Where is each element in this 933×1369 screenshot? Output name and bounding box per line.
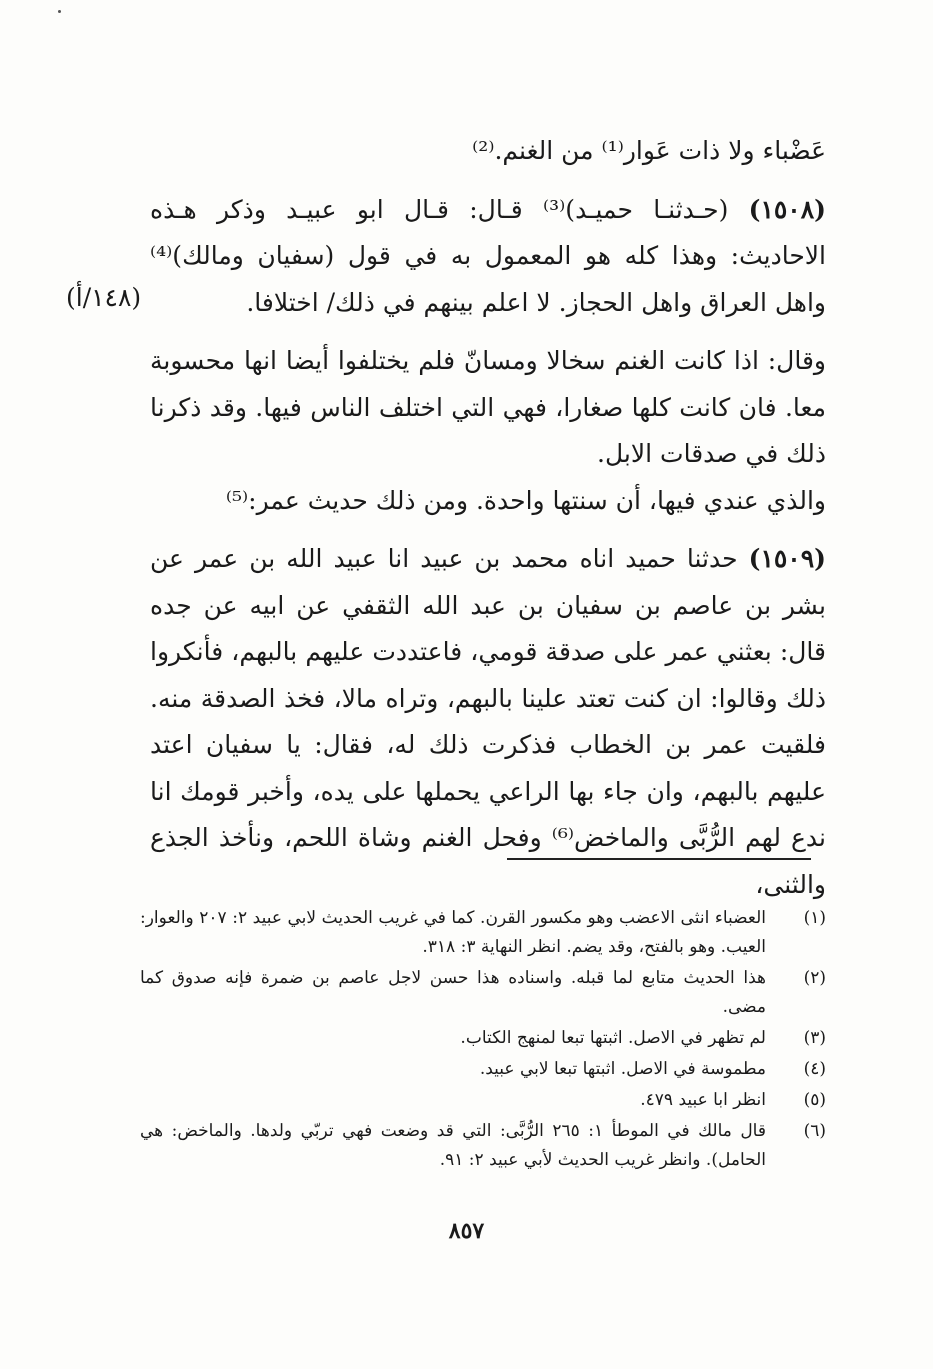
paragraph-1509-text: حدثنا حميد اناه محمد بن عبيد انا عبيد الله بن عمر عن بشر بن عاصم بن سفيان بن عبد الله الثقفي عن ابيه عن جده قال: بعثني عمر على صدقة قومي، فاعتددت عليهم بالبهم، فأنكروا ذلك وقالوا: ان كنت تعتد علينا بالبهم، وتراه مالا، فخذ الصدقة منه. فلقيت عمر بن الخطاب فذكرت ذلك له، فقال: يا سفيان اعتد عليهم بالبهم، وان جاء بها الراعي يحملها على يده، وأخبر قومك انا ندع لهم الرُّبَّى والماخض⁽⁶⁾ وفحل الغنم وشاة اللحم، ونأخذ الجذع والثنى، bbox=[150, 544, 827, 899]
footnotes bbox=[140, 904, 826, 1177]
hadith-number-1509: (١٥٠٩) bbox=[748, 544, 826, 573]
footnote-separator bbox=[507, 858, 811, 860]
manuscript-folio-marker: (١٤٨/أ) bbox=[66, 283, 142, 312]
footnote-number: (٣) bbox=[803, 1028, 826, 1048]
footnote-text: العضباء انثى الاعضب وهو مكسور القرن. كما في غريب الحديث لابي عبيد ٢: ٢٠٧ والعوار: العيب. وهو بالفتح، وقد يضم. انظر النهاية ٣: ٣١٨. bbox=[140, 908, 766, 957]
hadith-number-1508: (١٥٠٨) bbox=[748, 194, 826, 224]
footnote-6 bbox=[140, 1117, 826, 1175]
footnote-2 bbox=[140, 964, 826, 1022]
footnote-5 bbox=[140, 1086, 826, 1115]
footnote-number: (١) bbox=[803, 908, 826, 928]
paragraph-1: عَضْباء ولا ذات عَوار⁽¹⁾ من الغنم.⁽²⁾ bbox=[472, 136, 826, 165]
footnote-3 bbox=[140, 1024, 826, 1053]
footnote-number: (٤) bbox=[803, 1059, 826, 1079]
footnote-text: مطموسة في الاصل. اثبتها تبعا لابي عبيد. bbox=[479, 1059, 766, 1079]
page-number: ٨٥٧ bbox=[448, 1218, 485, 1244]
paragraph-4: والذي عندي فيها، أن سنتها واحدة. ومن ذلك حديث عمر:⁽⁵⁾ bbox=[225, 485, 826, 515]
footnote-number: (٦) bbox=[803, 1121, 826, 1141]
footnote-text: انظر ابا عبيد ٤٧٩. bbox=[640, 1090, 766, 1110]
footnote-1 bbox=[140, 904, 826, 962]
scan-speck bbox=[58, 10, 61, 13]
footnote-4 bbox=[140, 1055, 826, 1084]
main-text bbox=[150, 128, 826, 908]
paragraph-3: وقال: اذا كانت الغنم سخالا ومسانّ فلم يختلفوا أيضا انها محسوبة معا. فان كانت كلها صغارا، فهي التي اختلف الناس فيها. وقد ذكرنا ذلك في صدقات الابل. bbox=[150, 346, 826, 468]
footnote-number: (٥) bbox=[803, 1090, 826, 1110]
paragraph-1509 bbox=[150, 536, 826, 908]
footnote-number: (٢) bbox=[803, 968, 826, 988]
footnote-text: لم تظهر في الاصل. اثبتها تبعا لمنهج الكتاب. bbox=[460, 1028, 766, 1048]
paragraph-1508-text: (حـدثنـا حميـد)⁽³⁾ قـال: قـال ابو عبيـد وذكر هـذه الاحاديث: وهذا كله هو المعمول به في قول (سفيان ومالك)⁽⁴⁾ واهل العراق واهل الحجاز. لا اعلم بينهم في ذلك/ اختلافا. bbox=[150, 194, 826, 317]
footnote-text: قال مالك في الموطأ ١: ٢٦٥ الرُّبَّى: التي قد وضعت فهي تربّي ولدها. والماخض: هي الحامل). وانظر غريب الحديث لأبي عبيد ٢: ٩١. bbox=[140, 1121, 766, 1170]
paragraph-1508 bbox=[150, 187, 826, 327]
footnote-text: هذا الحديث متابع لما قبله. واسناده هذا حسن لاجل عاصم بن ضمرة فإنه صدوق كما مضى. bbox=[140, 968, 766, 1017]
